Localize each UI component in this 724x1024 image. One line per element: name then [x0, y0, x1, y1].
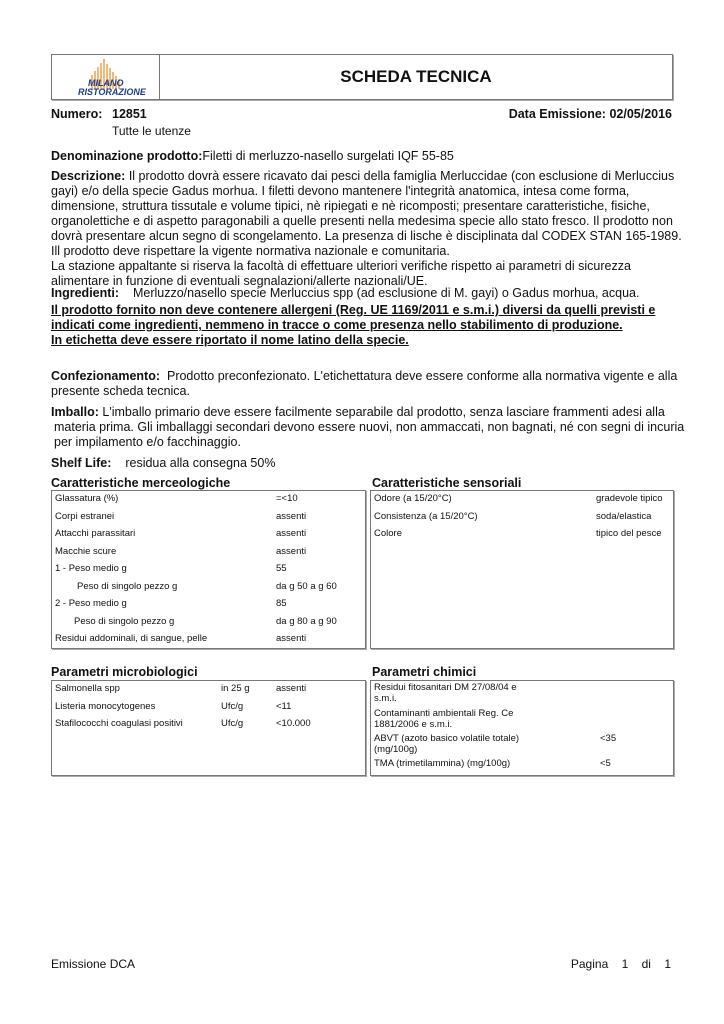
descrizione-line: La stazione appaltante si riserva la facoltà di effettuare ulteriori verifiche rispetto ai parametri di sicurezza [51, 259, 631, 273]
confezionamento-text: presente scheda tecnica. [51, 384, 190, 398]
table-row [374, 758, 670, 772]
confezionamento-text: Prodotto preconfezionato. L'etichettatura deve essere conforme alla normativa vigente e alla [166, 369, 678, 383]
descrizione-line: Ill prodotto deve rispettare la vigente normativa nazionale e comunitaria. [51, 244, 450, 258]
ingredienti [51, 286, 639, 301]
confezionamento-label: Confezionamento: [51, 369, 161, 383]
row-name: Colore [374, 528, 402, 539]
merceologiche-title: Caratteristiche merceologiche [51, 476, 231, 490]
descrizione-line: Il prodotto dovrà essere ricavato dai pesci della famiglia Merluccidae (con esclusione di Merluccius [128, 169, 675, 183]
table-row [55, 580, 362, 597]
footer-emissione: Emissione DCA [51, 957, 136, 971]
row-value: assenti [276, 546, 307, 557]
chimici-title: Parametri chimici [372, 665, 477, 679]
allergeni-line: In etichetta deve essere riportato il nome latino della specie. [51, 333, 409, 347]
table-row [55, 632, 362, 649]
table-row [55, 492, 362, 509]
row-value: =<10 [276, 493, 298, 504]
denominazione [51, 149, 454, 164]
row-value: assenti [276, 528, 307, 539]
row-name: Peso di singolo pezzo g [74, 616, 175, 627]
table-row [374, 510, 670, 527]
row-value: soda/elastica [596, 511, 652, 522]
table-row [55, 700, 362, 717]
descrizione-line: gayi) e/o della specie Gadus morhua. I filetti devono mantenere l'integrità anatomica, intesa come forma, [51, 184, 630, 198]
header-box [51, 54, 673, 100]
microbiologici-table [51, 680, 366, 776]
row-value: <10.000 [276, 718, 311, 729]
imballo [51, 405, 684, 450]
row-value: <11 [276, 701, 292, 712]
svg-text:RISTORAZIONE: RISTORAZIONE [78, 87, 146, 97]
row-name: Residui addominali, di sangue, pelle [55, 633, 208, 644]
row-name: Contaminanti ambientali Reg. Ce [374, 708, 514, 719]
row-unit: Ufc/g [221, 718, 244, 729]
row-value: 55 [276, 563, 287, 574]
row-name: 2 - Peso medio g [55, 598, 127, 609]
table-row [55, 527, 362, 544]
row-value: assenti [276, 511, 307, 522]
row-value: da g 50 a g 60 [276, 581, 337, 592]
table-row [55, 562, 362, 579]
data-emissione-value: 02/05/2016 [609, 107, 672, 121]
table-row [374, 682, 670, 704]
table-row [374, 733, 670, 757]
data-emissione-label: Data Emissione: [508, 107, 606, 121]
table-row [55, 682, 362, 699]
row-value: 85 [276, 598, 287, 609]
row-value: gradevole tipico [596, 493, 663, 504]
company-logo [52, 55, 160, 99]
imballo-text: per impilamento e/o facchinaggio. [54, 435, 241, 449]
row-value: tipico del pesce [596, 528, 662, 539]
imballo-text: L'imballo primario deve essere facilmente separabile dal prodotto, senza lasciare frammenti adesi alla [102, 405, 665, 419]
row-value: <5 [600, 758, 611, 769]
data-emissione [509, 107, 672, 122]
descrizione-line: dimensione, struttura tissutale e volume tipici, nè ripiegati e nè ricomposti; presentare caratteristiche, fisiche, [51, 199, 650, 213]
confezionamento [51, 369, 677, 399]
row-value: da g 80 a g 90 [276, 616, 337, 627]
ingredienti-label: Ingredienti: [51, 286, 120, 300]
descrizione-label: Descrizione: [51, 169, 126, 183]
imballo-text: materia prima. Gli imballaggi secondari devono essere nuovi, non ammaccati, non bagnati, né con segni di incuria [54, 420, 685, 434]
descrizione [51, 169, 682, 289]
numero-value: 12851 [112, 107, 147, 121]
of-label: di [641, 957, 651, 971]
numero-label: Numero: [51, 107, 103, 121]
row-name: Salmonella spp [55, 683, 120, 694]
row-name-cont: (mg/100g) [374, 744, 418, 755]
table-row [55, 510, 362, 527]
imballo-label: Imballo: [51, 405, 99, 419]
allergeni-notice [51, 303, 655, 348]
table-row [374, 708, 670, 732]
row-value: assenti [276, 683, 307, 694]
shelf-life-label: Shelf Life: [51, 456, 112, 470]
chimici-table [370, 680, 674, 776]
sensoriali-title: Caratteristiche sensoriali [372, 476, 522, 490]
page-title: SCHEDA TECNICA [340, 67, 492, 86]
page-indicator [571, 957, 671, 971]
row-name: 1 - Peso medio g [55, 563, 127, 574]
table-row [55, 615, 362, 632]
denominazione-value: Filetti di merluzzo-nasello surgelati IQF 55-85 [202, 149, 454, 163]
row-value: assenti [276, 633, 307, 644]
row-name: Corpi estranei [55, 511, 115, 522]
row-name: Glassatura (%) [55, 493, 119, 504]
row-name: Attacchi parassitari [55, 528, 136, 539]
merceologiche-table [51, 490, 366, 649]
utenze: Tutte le utenze [112, 124, 191, 138]
shelf-life [51, 456, 275, 471]
row-unit: Ufc/g [221, 701, 244, 712]
page-total: 1 [664, 957, 671, 971]
row-name: Macchie scure [55, 546, 117, 557]
table-row [55, 545, 362, 562]
page-label: Pagina [570, 957, 609, 971]
row-name-cont: s.m.i. [374, 693, 397, 704]
descrizione-line: alimentare in funzione di eventuali segnalazioni/allerte nazionali/UE. [51, 274, 428, 288]
table-row [55, 597, 362, 614]
denominazione-label: Denominazione prodotto: [51, 149, 203, 163]
page-number: 1 [621, 957, 629, 971]
row-name: Peso di singolo pezzo g [77, 581, 178, 592]
row-value: <35 [600, 733, 617, 744]
table-row [55, 717, 362, 734]
row-name: Odore (a 15/20°C) [374, 493, 452, 504]
svg-text:MILANO: MILANO [88, 78, 124, 88]
microbiologici-title: Parametri microbiologici [51, 665, 198, 679]
allergeni-line: Il prodotto fornito non deve contenere allergeni (Reg. UE 1169/2011 e s.m.i.) diversi da quelli previsti e [51, 303, 656, 317]
shelf-life-value: residua alla consegna 50% [125, 456, 276, 470]
row-name: Stafilococchi coagulasi positivi [55, 718, 183, 729]
row-name: TMA (trimetilammina) (mg/100g) [374, 758, 511, 769]
row-name: Listeria monocytogenes [55, 701, 156, 712]
ingredienti-value: Merluzzo/nasello specie Merluccius spp (ad esclusione di M. gayi) o Gadus morhua, acqua. [132, 286, 640, 300]
sensoriali-table [370, 490, 674, 649]
descrizione-line: organolettiche e di aspetto paragonabili a quelle presenti nella medesima specie allo stato fresco. Il prodotto non [51, 214, 673, 228]
allergeni-line: indicati come ingredienti, nemmeno in tracce o come presenza nello stabilimento di produzione. [51, 318, 623, 332]
row-unit: in 25 g [221, 683, 250, 694]
row-name: Residui fitosanitari DM 27/08/04 e [374, 682, 517, 693]
table-row [374, 527, 670, 544]
row-name-cont: 1881/2006 e s.m.i. [374, 719, 453, 730]
row-name: Consistenza (a 15/20°C) [374, 511, 478, 522]
skyline-logo-icon [52, 55, 159, 99]
row-name: ABVT (azoto basico volatile totale) [374, 733, 520, 744]
table-row [374, 492, 670, 509]
descrizione-line: dovrà presentare alcun segno di scongelamento. La presenza di lische è disciplinata dal CODEX STAN 165-1989. [51, 229, 682, 243]
